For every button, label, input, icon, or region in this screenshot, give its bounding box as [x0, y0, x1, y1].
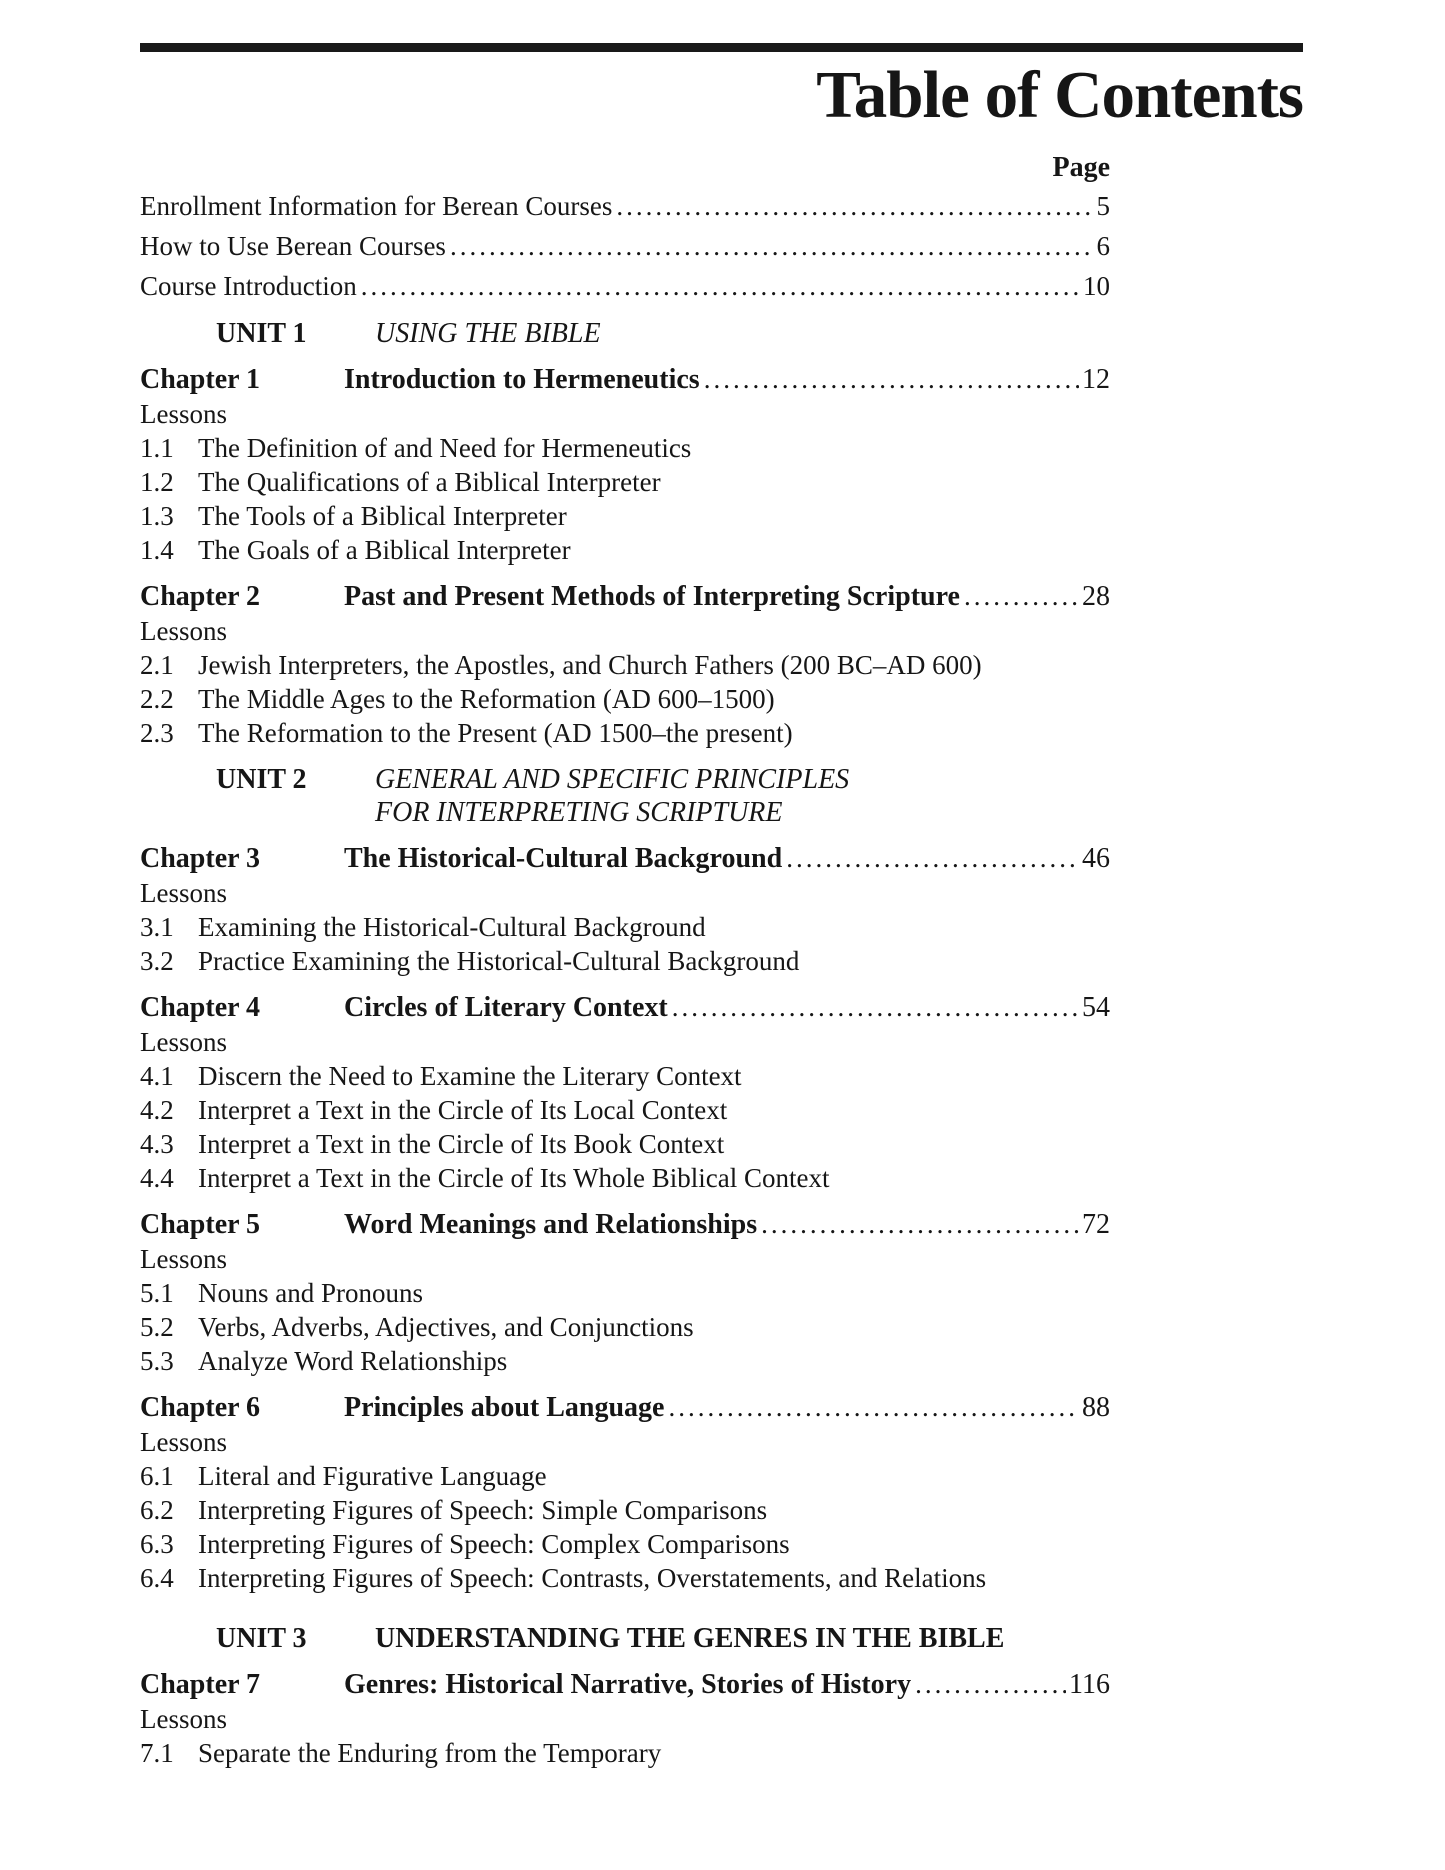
unit-title: UNDERSTANDING THE GENRES IN THE BIBLE [375, 1623, 1005, 1654]
lesson-number: 2.1 [140, 650, 174, 680]
lesson-number: 6.2 [140, 1495, 174, 1525]
chapter-label: Chapter 1 [140, 364, 261, 395]
toc-entry-page: 5 [1096, 191, 1110, 221]
chapter-entry [140, 990, 1110, 1025]
lesson-title: Analyze Word Relationships [198, 1346, 508, 1376]
lesson-item [140, 1059, 1110, 1093]
lessons-label: Lessons [140, 1427, 227, 1457]
lesson-item [140, 1310, 1110, 1344]
chapter-label: Chapter 7 [140, 1669, 261, 1700]
unit-label: UNIT 3 [216, 1623, 307, 1654]
lesson-title: Practice Examining the Historical-Cultural Background [198, 946, 800, 976]
lesson-item [140, 1736, 1110, 1770]
lesson-item [140, 1493, 1110, 1527]
lesson-title: Interpreting Figures of Speech: Contrasts, Overstatements, and Relations [198, 1563, 987, 1593]
unit-title-line: GENERAL AND SPECIFIC PRINCIPLES [375, 764, 850, 795]
lesson-title: The Middle Ages to the Reformation (AD 600–1500) [198, 684, 775, 714]
lesson-number: 1.2 [140, 467, 174, 497]
lesson-item [140, 499, 1110, 533]
lesson-item [140, 1276, 1110, 1310]
lesson-title: Interpreting Figures of Speech: Complex Comparisons [198, 1529, 790, 1559]
lesson-number: 1.1 [140, 433, 174, 463]
unit-label: UNIT 1 [216, 318, 307, 349]
lesson-title: Discern the Need to Examine the Literary Context [198, 1061, 742, 1091]
lesson-title: Separate the Enduring from the Temporary [198, 1738, 662, 1768]
unit-label: UNIT 2 [216, 764, 307, 795]
lesson-number: 2.3 [140, 718, 174, 748]
top-rule [140, 43, 1303, 52]
lesson-item [140, 465, 1110, 499]
lesson-title: Interpret a Text in the Circle of Its Local Context [198, 1095, 728, 1125]
toc-entry-label: Course Introduction [140, 271, 357, 301]
toc-entry-label: How to Use Berean Courses [140, 231, 446, 261]
lesson-title: Nouns and Pronouns [198, 1278, 424, 1308]
dot-leader [361, 269, 1080, 303]
unit-title [375, 763, 849, 829]
lesson-number: 4.3 [140, 1129, 174, 1159]
lessons-label: Lessons [140, 1027, 227, 1057]
toc-entry-label: Enrollment Information for Berean Courses [140, 191, 613, 221]
chapter-title: The Historical-Cultural Background [344, 843, 783, 874]
lesson-title: Verbs, Adverbs, Adjectives, and Conjunctions [198, 1312, 694, 1342]
lessons-label: Lessons [140, 878, 227, 908]
chapter-entry [140, 362, 1110, 397]
toc-entry-page: 10 [1083, 271, 1110, 301]
chapter-entry [140, 1390, 1110, 1425]
lesson-title: The Reformation to the Present (AD 1500–the present) [198, 718, 793, 748]
lesson-item [140, 1161, 1110, 1195]
dot-leader [915, 1667, 1066, 1702]
lesson-item [140, 1093, 1110, 1127]
toc-entry [140, 229, 1110, 263]
chapter-page: 72 [1082, 1209, 1110, 1240]
lesson-title: The Definition of and Need for Hermeneutics [198, 433, 692, 463]
unit-heading [216, 317, 1110, 350]
dot-leader [761, 1207, 1079, 1242]
lesson-title: Interpreting Figures of Speech: Simple Comparisons [198, 1495, 768, 1525]
dot-leader [704, 362, 1079, 397]
unit-heading [216, 763, 1110, 829]
lesson-number: 6.4 [140, 1563, 174, 1593]
chapter-title: Introduction to Hermeneutics [344, 364, 700, 395]
lesson-title: The Goals of a Biblical Interpreter [198, 535, 571, 565]
page-title: Table of Contents [816, 58, 1303, 132]
chapter-page: 12 [1082, 364, 1110, 395]
chapter-entry [140, 841, 1110, 876]
lesson-item [140, 910, 1110, 944]
lesson-title: Examining the Historical-Cultural Background [198, 912, 706, 942]
dot-leader [616, 189, 1093, 223]
lesson-number: 4.1 [140, 1061, 174, 1091]
chapter-page: 88 [1082, 1392, 1110, 1423]
chapter-entry [140, 1667, 1110, 1702]
chapter-label: Chapter 6 [140, 1392, 261, 1423]
lesson-item [140, 431, 1110, 465]
lesson-number: 1.3 [140, 501, 174, 531]
lesson-title: Interpret a Text in the Circle of Its Whole Biblical Context [198, 1163, 830, 1193]
lesson-title: Interpret a Text in the Circle of Its Book Context [198, 1129, 725, 1159]
lesson-number: 4.4 [140, 1163, 174, 1193]
lesson-item [140, 533, 1110, 567]
chapter-label: Chapter 3 [140, 843, 261, 874]
lesson-number: 4.2 [140, 1095, 174, 1125]
chapter-page: 28 [1082, 581, 1110, 612]
lesson-number: 7.1 [140, 1738, 174, 1768]
lessons-label: Lessons [140, 399, 227, 429]
lesson-item [140, 648, 1110, 682]
lesson-item [140, 1527, 1110, 1561]
chapter-label: Chapter 5 [140, 1209, 261, 1240]
dot-leader [672, 990, 1079, 1025]
lesson-item [140, 682, 1110, 716]
chapter-entry [140, 1207, 1110, 1242]
dot-leader [668, 1390, 1079, 1425]
lesson-item [140, 1127, 1110, 1161]
chapter-title: Principles about Language [344, 1392, 665, 1423]
chapter-title: Circles of Literary Context [344, 992, 668, 1023]
lesson-number: 6.3 [140, 1529, 174, 1559]
unit-title-line: FOR INTERPRETING SCRIPTURE [375, 797, 783, 828]
chapter-label: Chapter 2 [140, 581, 261, 612]
toc-entry [140, 189, 1110, 223]
chapter-label: Chapter 4 [140, 992, 261, 1023]
lessons-label: Lessons [140, 1704, 227, 1734]
lesson-number: 6.1 [140, 1461, 174, 1491]
lesson-number: 2.2 [140, 684, 174, 714]
lesson-title: Literal and Figurative Language [198, 1461, 547, 1491]
chapter-entry [140, 579, 1110, 614]
lesson-title: The Qualifications of a Biblical Interpreter [198, 467, 661, 497]
lesson-title: The Tools of a Biblical Interpreter [198, 501, 567, 531]
lesson-number: 3.1 [140, 912, 174, 942]
lesson-title: Jewish Interpreters, the Apostles, and Church Fathers (200 BC–AD 600) [198, 650, 982, 680]
lesson-number: 3.2 [140, 946, 174, 976]
chapter-page: 116 [1069, 1669, 1110, 1700]
toc-entry [140, 269, 1110, 303]
dot-leader [786, 841, 1079, 876]
unit-title: USING THE BIBLE [375, 318, 601, 349]
lesson-number: 5.2 [140, 1312, 174, 1342]
lesson-item [140, 944, 1110, 978]
chapter-title: Word Meanings and Relationships [344, 1209, 758, 1240]
lesson-item [140, 716, 1110, 750]
lessons-label: Lessons [140, 616, 227, 646]
unit-heading [216, 1622, 1110, 1655]
toc-entry-page: 6 [1096, 231, 1110, 261]
chapter-title: Genres: Historical Narrative, Stories of History [344, 1669, 912, 1700]
table-of-contents [140, 153, 1110, 1770]
chapter-page: 54 [1082, 992, 1110, 1023]
lessons-label: Lessons [140, 1244, 227, 1274]
lesson-number: 5.1 [140, 1278, 174, 1308]
lesson-number: 1.4 [140, 535, 174, 565]
dot-leader [450, 229, 1094, 263]
lesson-item [140, 1344, 1110, 1378]
lesson-item [140, 1561, 1110, 1595]
lesson-item [140, 1459, 1110, 1493]
page-column-label: Page [1052, 152, 1110, 183]
chapter-title: Past and Present Methods of Interpreting Scripture [344, 581, 960, 612]
chapter-page: 46 [1082, 843, 1110, 874]
dot-leader [964, 579, 1079, 614]
lesson-number: 5.3 [140, 1346, 174, 1376]
